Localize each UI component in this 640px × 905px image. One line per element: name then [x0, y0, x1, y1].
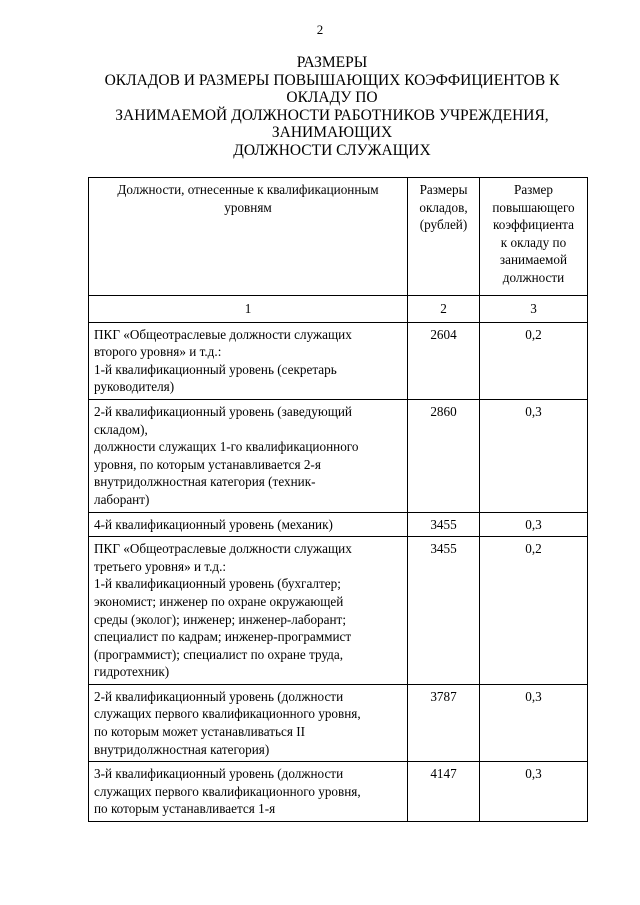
position-text: (программист); специалист по охране труда, — [94, 646, 344, 662]
position-text: руководителя) — [94, 379, 175, 395]
header-text: (рублей) — [419, 217, 468, 233]
coefficient-cell: 0,2 — [480, 537, 588, 685]
salary-cell: 2604 — [408, 322, 480, 399]
position-text: 1-й квалификационный уровень (бухгалтер; — [94, 576, 341, 592]
position-text: специалист по кадрам; инженер-программист — [94, 629, 352, 645]
column-number-row — [89, 296, 588, 323]
heading-line: ОКЛАДОВ И РАЗМЕРЫ ПОВЫШАЮЩИХ КОЭФФИЦИЕНТОВ К — [104, 71, 560, 89]
table-row — [89, 399, 588, 512]
coefficient-cell: 0,2 — [480, 322, 588, 399]
header-text: Должности, отнесенные к квалификационным — [117, 182, 379, 197]
salary-cell: 3787 — [408, 684, 480, 761]
page-number: 2 — [316, 22, 324, 37]
header-text: к окладу по — [500, 234, 567, 250]
position-text: складом), — [94, 421, 148, 437]
position-text: служащих первого квалификационного уровня, — [94, 706, 361, 722]
header-text: уровням — [224, 199, 272, 215]
column-number: 2 — [408, 296, 480, 323]
position-text: внутридолжностная категория (техник- — [94, 474, 316, 490]
position-text: среды (эколог); инженер; инженер-лаборант; — [94, 611, 346, 627]
column-number: 1 — [89, 296, 408, 323]
table-row — [89, 762, 588, 822]
heading-line: ДОЛЖНОСТИ СЛУЖАЩИХ — [233, 141, 431, 159]
salary-cell: 3455 — [408, 537, 480, 685]
coefficient-cell: 0,3 — [480, 512, 588, 537]
header-coefficient — [480, 178, 588, 296]
header-text: должности — [502, 269, 565, 285]
salary-cell: 2860 — [408, 399, 480, 512]
position-text: служащих первого квалификационного уровня, — [94, 783, 361, 799]
salary-cell: 4147 — [408, 762, 480, 822]
position-cell — [89, 512, 408, 537]
position-cell — [89, 762, 408, 822]
coefficient-cell: 0,3 — [480, 684, 588, 761]
position-cell — [89, 684, 408, 761]
heading-line: ЗАНИМАЮЩИХ — [271, 124, 393, 141]
position-text: ПКГ «Общеотраслевые должности служащих — [94, 541, 352, 557]
header-positions — [89, 178, 408, 296]
position-text: 2-й квалификационный уровень (заведующий — [94, 403, 352, 419]
position-cell — [89, 537, 408, 685]
position-text: третьего уровня» и т.д.: — [94, 558, 227, 574]
header-text: занимаемой — [499, 252, 568, 268]
salary-table — [88, 177, 588, 822]
position-text: по которым может устанавливаться II — [94, 724, 306, 740]
column-number: 3 — [480, 296, 588, 323]
table-row — [89, 537, 588, 685]
header-text: повышающего — [492, 199, 575, 215]
position-text: лаборант) — [94, 491, 150, 507]
coefficient-cell: 0,3 — [480, 399, 588, 512]
heading-line: РАЗМЕРЫ — [296, 54, 368, 71]
table-row — [89, 512, 588, 537]
position-text: 1-й квалификационный уровень (секретарь — [94, 361, 337, 377]
position-text: должности служащих 1-го квалификационного — [94, 439, 359, 455]
header-text: окладов, — [419, 199, 468, 215]
header-text: Размеры — [419, 182, 468, 197]
position-text: по которым устанавливается 1-я — [94, 801, 276, 817]
header-text: коэффициента — [493, 217, 574, 233]
position-text: внутридолжностная категория) — [94, 741, 270, 757]
salary-cell: 3455 — [408, 512, 480, 537]
position-text: 3-й квалификационный уровень (должности — [94, 766, 344, 782]
position-text: гидротехник) — [94, 664, 170, 680]
coefficient-cell: 0,3 — [480, 762, 588, 822]
header-text: Размер — [513, 182, 553, 197]
header-salary — [408, 178, 480, 296]
heading-line: ОКЛАДУ ПО — [286, 89, 378, 106]
position-text: ПКГ «Общеотраслевые должности служащих — [94, 326, 352, 342]
table-row — [89, 684, 588, 761]
document-heading — [90, 54, 574, 159]
position-text: экономист; инженер по охране окружающей — [94, 593, 344, 609]
position-text: 2-й квалификационный уровень (должности — [94, 688, 344, 704]
position-text: 4-й квалификационный уровень (механик) — [94, 516, 333, 532]
position-text: второго уровня» и т.д.: — [94, 344, 222, 360]
position-text: уровня, по которым устанавливается 2-я — [94, 456, 321, 472]
table-row — [89, 322, 588, 399]
position-cell — [89, 399, 408, 512]
position-cell — [89, 322, 408, 399]
table-header-row — [89, 178, 588, 296]
heading-line: ЗАНИМАЕМОЙ ДОЛЖНОСТИ РАБОТНИКОВ УЧРЕЖДЕНИЯ, — [115, 106, 549, 124]
